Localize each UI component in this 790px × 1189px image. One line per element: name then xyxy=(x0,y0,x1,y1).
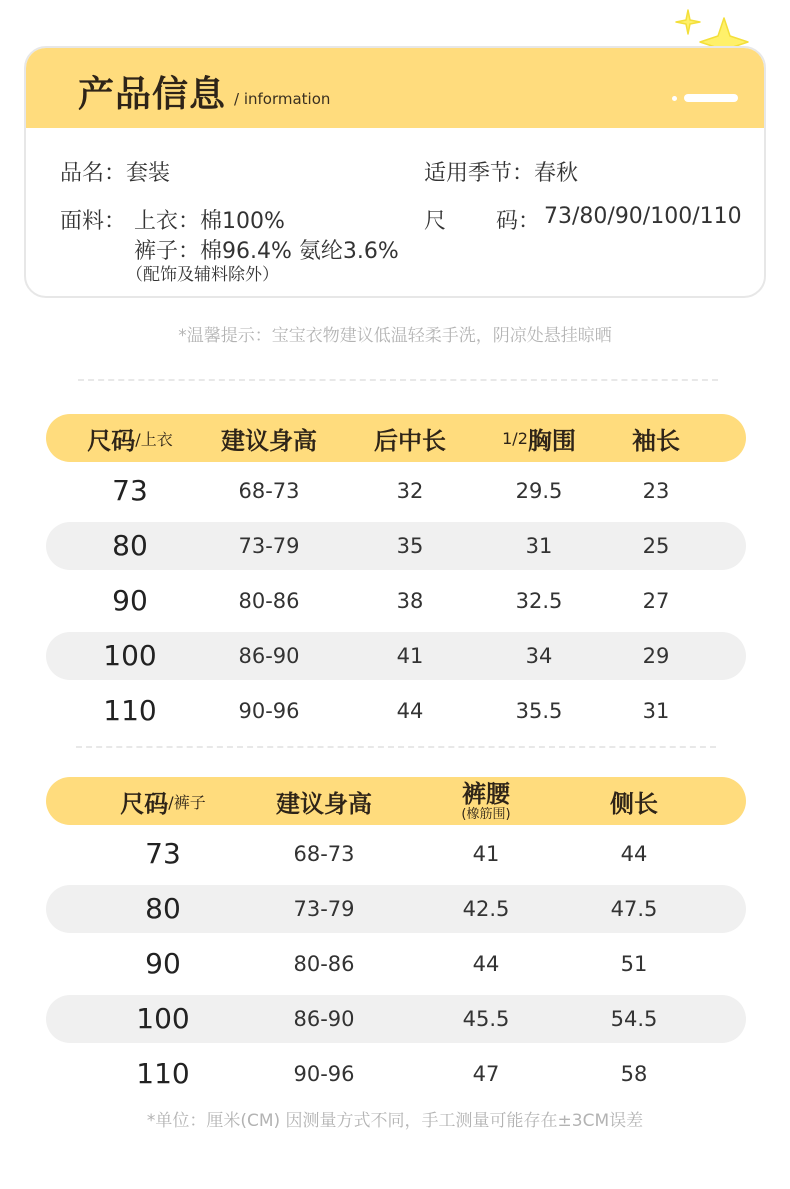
size-cell: 100 xyxy=(103,639,157,672)
height-cell: 73-79 xyxy=(293,897,355,921)
size-cell: 73 xyxy=(112,474,148,507)
sleeve-cell: 27 xyxy=(642,589,670,613)
header-dot xyxy=(672,96,677,101)
fabric-pants-value: 裤子：棉96.4% 氨纶3.6% xyxy=(134,239,399,264)
side-length-cell: 51 xyxy=(620,952,648,976)
top-size-table xyxy=(46,414,746,744)
pants-table-header xyxy=(46,777,746,825)
height-cell: 68-73 xyxy=(238,479,300,503)
back-length-cell: 38 xyxy=(396,589,424,613)
product-name-row xyxy=(60,156,170,187)
side-length-cell: 58 xyxy=(620,1062,648,1086)
waist-cell: 41 xyxy=(472,842,500,866)
product-info-header xyxy=(26,48,764,128)
sleeve-cell: 23 xyxy=(642,479,670,503)
chest-cell: 34 xyxy=(525,644,553,668)
height-cell: 80-86 xyxy=(293,952,355,976)
sleeve-cell: 25 xyxy=(642,534,670,558)
waist-cell: 47 xyxy=(472,1062,500,1086)
table-row xyxy=(46,632,746,680)
side-length-cell: 54.5 xyxy=(610,1007,658,1031)
size-cell: 90 xyxy=(112,584,148,617)
height-cell: 86-90 xyxy=(293,1007,355,1031)
chest-cell: 31 xyxy=(525,534,553,558)
table-row xyxy=(46,577,746,625)
header-side-length: 侧长 xyxy=(610,789,658,818)
height-cell: 86-90 xyxy=(238,644,300,668)
size-cell: 110 xyxy=(103,694,157,727)
pants-size-table xyxy=(46,777,746,1107)
product-info-subtitle: / information xyxy=(234,90,331,108)
season-label: 适用季节： xyxy=(424,161,535,186)
product-name-label: 品名： xyxy=(60,161,127,186)
table-row xyxy=(46,995,746,1043)
care-tip: *温馨提示：宝宝衣物建议低温轻柔手洗，阴凉处悬挂晾晒 xyxy=(178,326,612,346)
header-height: 建议身高 xyxy=(221,426,317,455)
size-label-ma: 码： xyxy=(496,209,541,234)
fabric-top-value: 上衣：棉100% xyxy=(134,209,285,234)
waist-cell: 42.5 xyxy=(462,897,510,921)
table-row xyxy=(46,1050,746,1098)
sleeve-cell: 29 xyxy=(642,644,670,668)
fabric-note: （配饰及辅料除外） xyxy=(126,265,279,285)
height-cell: 80-86 xyxy=(238,589,300,613)
side-length-cell: 44 xyxy=(620,842,648,866)
table-row xyxy=(46,522,746,570)
table-row xyxy=(46,940,746,988)
chest-cell: 35.5 xyxy=(515,699,563,723)
divider xyxy=(76,746,716,748)
fabric-label: 面料： xyxy=(60,209,127,234)
side-length-cell: 47.5 xyxy=(610,897,658,921)
height-cell: 73-79 xyxy=(238,534,300,558)
header-chest: 1/2 胸围 xyxy=(502,426,576,455)
table-row xyxy=(46,830,746,878)
size-cell: 90 xyxy=(145,947,181,980)
header-back-length: 后中长 xyxy=(374,426,446,455)
product-name-value: 套装 xyxy=(126,161,171,186)
header-sleeve: 袖长 xyxy=(632,426,680,455)
height-cell: 90-96 xyxy=(238,699,300,723)
header-decoration xyxy=(672,94,738,102)
table-row xyxy=(46,467,746,515)
header-waist: 裤腰 (橡筋围) xyxy=(461,779,511,822)
table-row xyxy=(46,687,746,735)
size-cell: 80 xyxy=(145,892,181,925)
header-line xyxy=(684,94,738,102)
size-cell: 110 xyxy=(136,1057,190,1090)
top-table-header xyxy=(46,414,746,462)
product-info-card xyxy=(24,46,766,298)
product-info-title: 产品信息 xyxy=(78,74,227,115)
chest-cell: 32.5 xyxy=(515,589,563,613)
back-length-cell: 32 xyxy=(396,479,424,503)
back-length-cell: 35 xyxy=(396,534,424,558)
header-height: 建议身高 xyxy=(276,789,372,818)
season-value: 春秋 xyxy=(534,161,579,186)
divider xyxy=(78,379,718,381)
size-cell: 100 xyxy=(136,1002,190,1035)
size-cell: 80 xyxy=(112,529,148,562)
size-value: 73/80/90/100/110 xyxy=(544,204,742,229)
header-size: 尺码 /裤子 xyxy=(120,789,206,818)
waist-cell: 45.5 xyxy=(462,1007,510,1031)
back-length-cell: 44 xyxy=(396,699,424,723)
size-label-chi: 尺 xyxy=(424,209,447,234)
back-length-cell: 41 xyxy=(396,644,424,668)
height-cell: 90-96 xyxy=(293,1062,355,1086)
size-cell: 73 xyxy=(145,837,181,870)
unit-note: *单位：厘米(CM) 因测量方式不同，手工测量可能存在±3CM误差 xyxy=(146,1111,644,1131)
height-cell: 68-73 xyxy=(293,842,355,866)
sleeve-cell: 31 xyxy=(642,699,670,723)
chest-cell: 29.5 xyxy=(515,479,563,503)
waist-cell: 44 xyxy=(472,952,500,976)
season-row xyxy=(424,156,578,187)
header-size: 尺码 /上衣 xyxy=(87,426,173,455)
table-row xyxy=(46,885,746,933)
